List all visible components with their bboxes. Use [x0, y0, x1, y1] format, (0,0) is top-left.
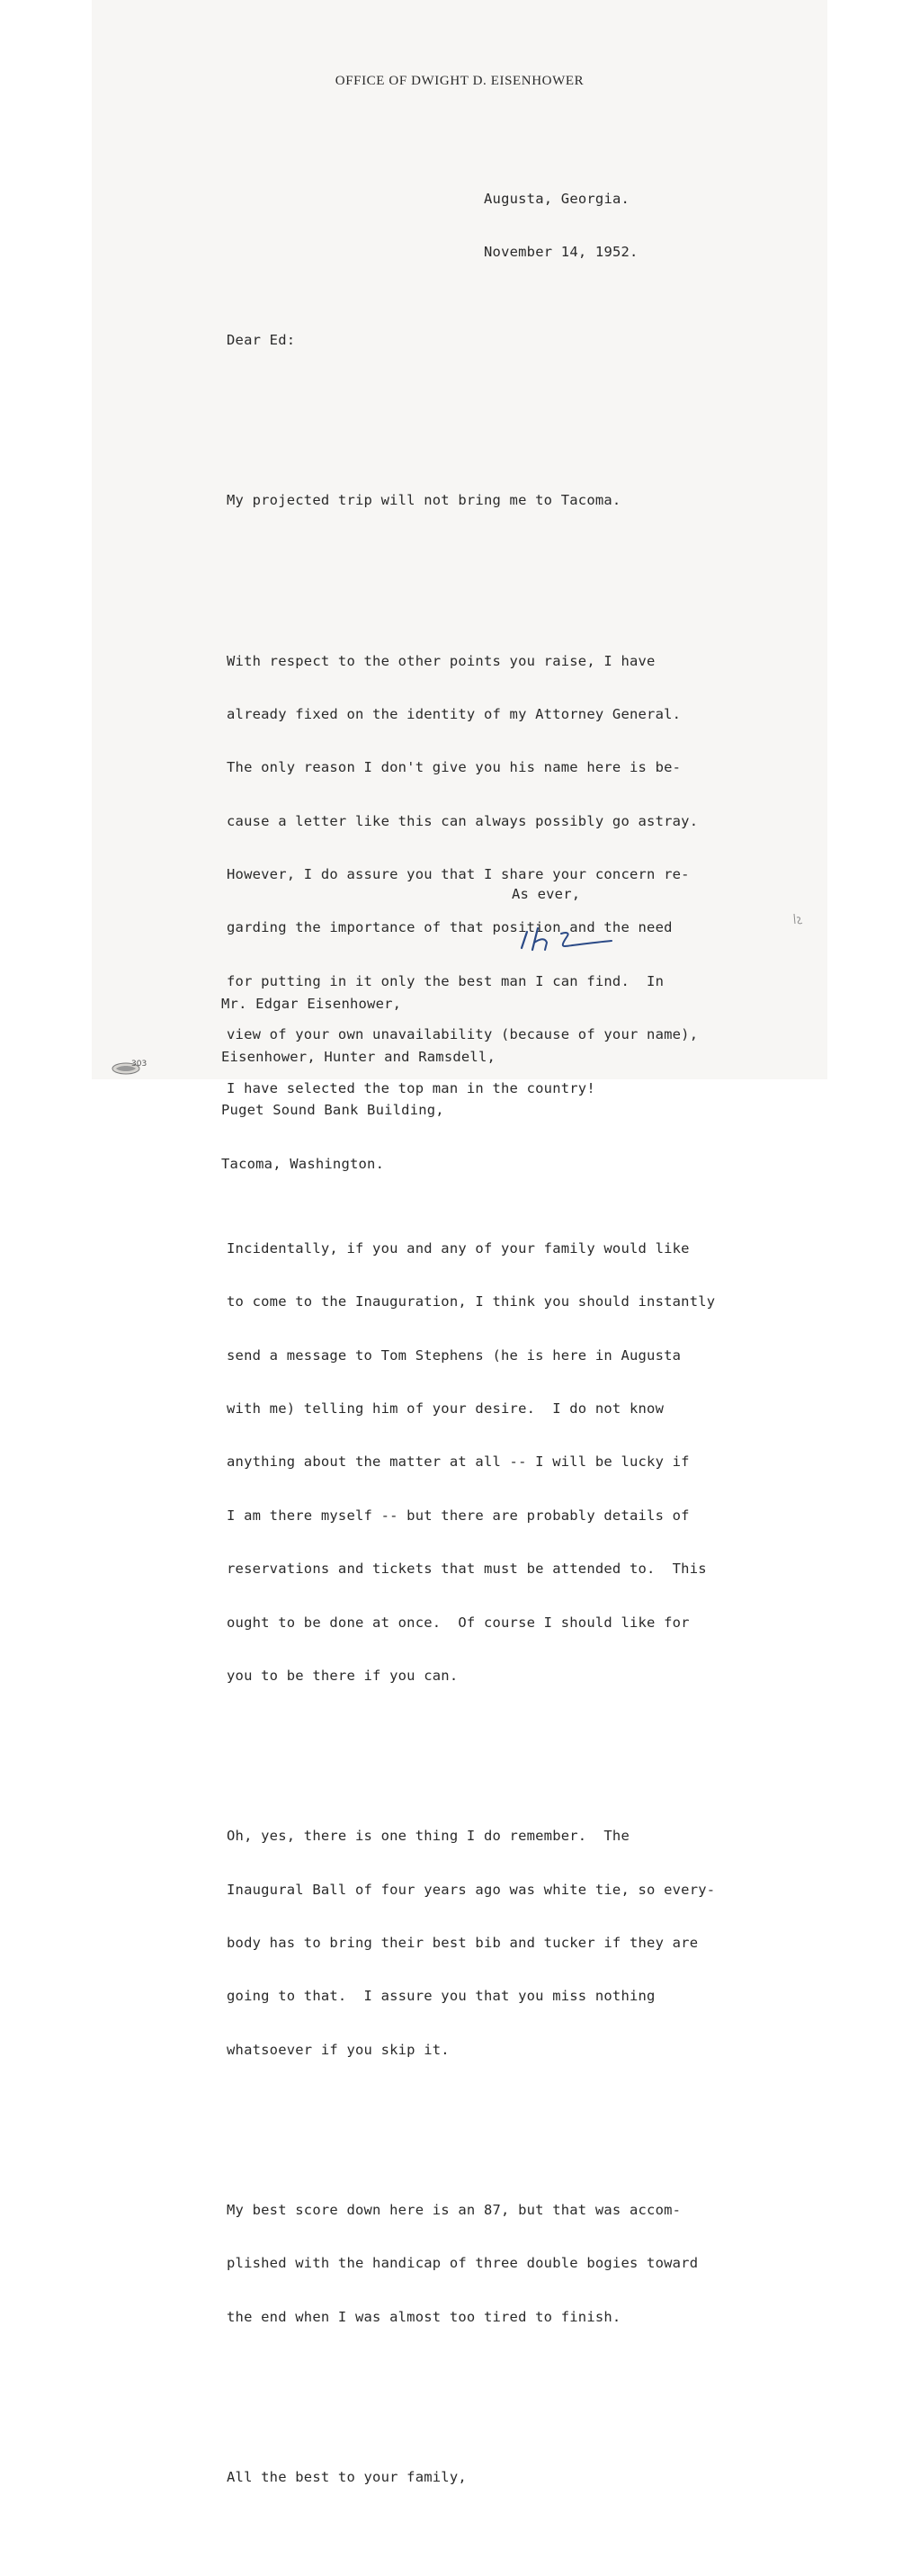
salutation-line: Dear Ed:: [227, 332, 296, 349]
text-line: cause a letter like this can always possibly go astray.: [227, 812, 699, 829]
text-line: already fixed on the identity of my Attorney General.: [227, 705, 682, 722]
signature-ike: [514, 923, 622, 959]
paragraph-3: [227, 1204, 766, 1721]
text-line: Inaugural Ball of four years ago was white tie, so every-: [227, 1881, 716, 1898]
paragraph-4: [227, 1793, 766, 2096]
date: November 14, 1952.: [484, 243, 639, 260]
printer-number: 303: [131, 1060, 147, 1069]
text-line: with me) telling him of your desire. I do not know: [227, 1400, 665, 1417]
text-line: However, I do assure you that I share your concern re-: [227, 866, 690, 883]
address-line: Tacoma, Washington.: [221, 1155, 385, 1172]
text-line: I am there myself -- but there are probably details of: [227, 1507, 690, 1524]
margin-pencil-mark: [791, 910, 804, 928]
closing: As ever,: [512, 886, 581, 902]
text-line: Incidentally, if you and any of your family would like: [227, 1239, 690, 1257]
printer-union-logo: [112, 1060, 183, 1076]
text-line: view of your own unavailability (because of your name),: [227, 1026, 699, 1043]
text-line: whatsoever if you skip it.: [227, 2041, 450, 2058]
paragraph-5: [227, 2166, 766, 2362]
recipient-address: [221, 960, 496, 1209]
letter-page: [92, 0, 827, 2485]
text-line: My best score down here is an 87, but that was accom-: [227, 2201, 682, 2218]
place: Augusta, Georgia.: [484, 190, 630, 207]
paragraph-6: [227, 2433, 766, 2522]
text-line: My projected trip will not bring me to Tacoma.: [227, 492, 621, 509]
text-line: anything about the matter at all -- I will be lucky if: [227, 1453, 690, 1471]
text-line: plished with the handicap of three double bogies toward: [227, 2255, 699, 2272]
text-line: Oh, yes, there is one thing I do remember. The: [227, 1828, 630, 1845]
address-line: Eisenhower, Hunter and Ramsdell,: [221, 1048, 496, 1065]
text-line: body has to bring their best bib and tucker if they are: [227, 1934, 699, 1951]
address-line: Puget Sound Bank Building,: [221, 1102, 444, 1119]
text-line: ought to be done at once. Of course I should like for: [227, 1614, 690, 1631]
salutation: [227, 297, 766, 386]
text-line: I have selected the top man in the country!: [227, 1079, 595, 1096]
text-line: going to that. I assure you that you miss nothing: [227, 1988, 656, 2005]
text-line: for putting in it only the best man I can find. In: [227, 972, 665, 989]
text-line: to come to the Inauguration, I think you should instantly: [227, 1293, 716, 1310]
letter-body: [227, 261, 766, 2576]
text-line: garding the importance of that position and the need: [227, 919, 673, 936]
text-line: With respect to the other points you raise, I have: [227, 652, 656, 669]
text-line: The only reason I don't give you his name here is be-: [227, 759, 682, 776]
text-line: the end when I was almost too tired to finish.: [227, 2308, 621, 2325]
address-line: Mr. Edgar Eisenhower,: [221, 995, 402, 1012]
letterhead: OFFICE OF DWIGHT D. EISENHOWER: [335, 74, 585, 88]
text-line: reservations and tickets that must be attended to. This: [227, 1561, 707, 1578]
text-line: send a message to Tom Stephens (he is here in Augusta: [227, 1346, 682, 1364]
text-line: All the best to your family,: [227, 2468, 467, 2485]
paragraph-1: [227, 457, 766, 546]
text-line: you to be there if you can.: [227, 1667, 459, 1684]
